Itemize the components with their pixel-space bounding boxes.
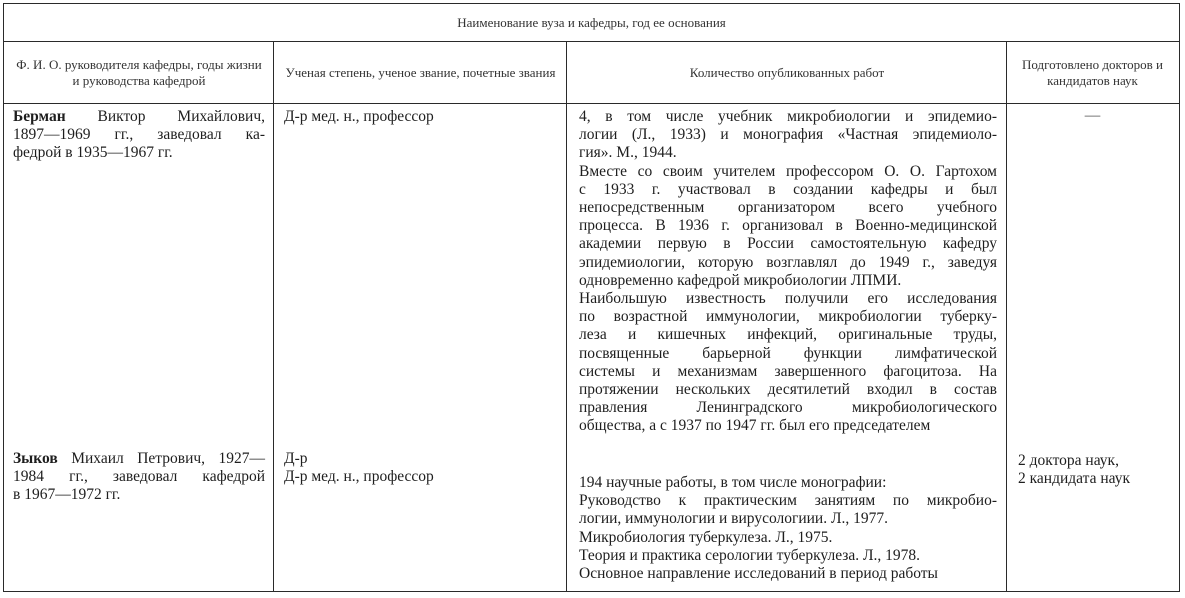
row-berman-name: Берман Виктор Михайлович, 1897—1969 гг., заведовал ка- федрой в 1935—1967 гг. — [13, 108, 265, 162]
table-title: Наименование вуза и кафедры, год ее основания — [4, 4, 1179, 42]
row-zykov-name: Зыков Михаил Петрович, 1927— 1984 гг., заведовал кафедрой в 1967—1972 гг. — [13, 450, 265, 504]
row-zykov-degree: Д-р Д-р мед. н., профессор — [284, 450, 434, 486]
works-line: одновременно кафедрой микробиологии ЛПМИ. — [579, 271, 902, 289]
works-line: Основное направление исследований в период работы — [579, 565, 938, 583]
works-line: правления Ленинградского микробиологического — [579, 399, 997, 417]
surname: Берман — [13, 108, 66, 125]
works-line: процесса. В 1936 г. организовал в Военно-медицинской — [579, 217, 997, 235]
column-divider — [273, 41, 274, 591]
row-berman-works — [579, 108, 997, 436]
works-line: посвященные барьерной функции лимфатической — [579, 344, 997, 362]
column-divider — [566, 41, 567, 591]
header-degree: Ученая степень, ученое звание, почетные звания — [285, 64, 556, 80]
works-line: с 1933 г. участвовал в создании кафедры и был — [579, 180, 997, 198]
works-line: системы и механизмам завершенного фагоцитоза. На — [579, 362, 997, 380]
header-trained: Подготовлено докторов и кандидатов наук — [1021, 56, 1164, 88]
row-zykov-works — [579, 474, 997, 583]
works-line: эпидемиологии, которую возглавлял до 1949 г., заведуя — [579, 253, 997, 271]
works-line: общества, а с 1937 по 1947 гг. был его председателем — [579, 417, 931, 435]
works-line: логии (Л., 1933) и монография «Частная эпидемиоло- — [579, 126, 997, 144]
row-zykov-trained: 2 доктора наук, 2 кандидата наук — [1018, 452, 1131, 488]
works-line: логии, иммунологии и вирусологиии. Л., 1977. — [579, 510, 888, 528]
works-line: Наибольшую известность получили его исследования — [579, 290, 997, 308]
works-line: академии первую в России самостоятельную кафедру — [579, 235, 997, 253]
row-berman-degree: Д-р мед. н., профессор — [284, 108, 434, 125]
works-line: гия». М., 1944. — [579, 144, 677, 162]
header-divider — [4, 103, 1179, 104]
header-works: Количество опубликованных работ — [689, 64, 885, 80]
works-line: леза и кишечных инфекций, оригинальные труды, — [579, 326, 997, 344]
works-line: Вместе со своим учителем профессором О. О. Гартохом — [579, 162, 997, 180]
works-line: Теория и практика серологии туберкулеза. Л., 1978. — [579, 546, 921, 564]
departments-table — [3, 3, 1180, 592]
header-name: Ф. И. О. руководителя кафедры, годы жизни и руководства кафедрой — [16, 56, 262, 88]
surname: Зыков — [13, 450, 58, 467]
works-line: Руководство к практическим занятиям по микробио- — [579, 492, 997, 510]
works-line: Микробиология туберкулеза. Л., 1975. — [579, 528, 833, 546]
works-line: по возрастной иммунологии, микробиологии туберку- — [579, 308, 997, 326]
works-line: 4, в том числе учебник микробиологии и эпидемио- — [579, 108, 997, 125]
works-line: 194 научные работы, в том числе монографии: — [579, 474, 887, 491]
works-line: непосредственным организатором всего учебного — [579, 199, 997, 217]
row-berman-trained: — — [1084, 107, 1101, 124]
works-line: протяжении нескольких десятилетий входил в состав — [579, 381, 997, 399]
